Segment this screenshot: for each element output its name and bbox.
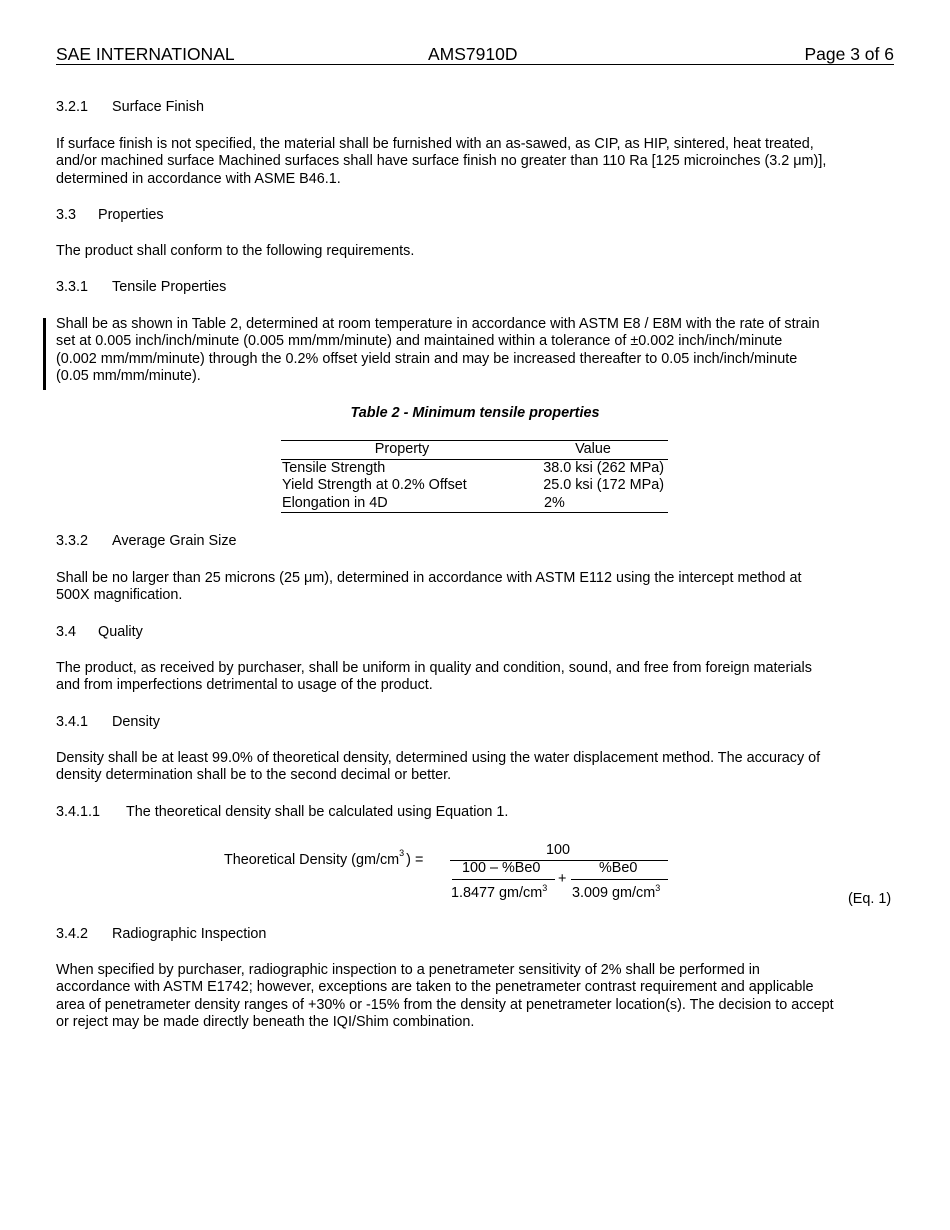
section-3-3-2-body xyxy=(56,570,894,605)
paragraph-line: area of penetrameter density ranges of +30% or -15% from the density at penetrameter location(s). The decision to accept xyxy=(56,996,834,1013)
paragraph-line: Shall be no larger than 25 microns (25 μm), determined in accordance with ASTM E112 using the intercept method at xyxy=(56,570,802,586)
equation-term1-exponent: 3 xyxy=(542,883,548,893)
section-title: Quality xyxy=(98,624,143,640)
equation-term2-numerator: %Be0 xyxy=(599,860,638,876)
section-3-3-2-heading xyxy=(56,533,237,550)
section-number: 3.3.2 xyxy=(56,533,89,549)
table-cell-property: Tensile Strength xyxy=(282,459,386,476)
table-cell-property: Elongation in 4D xyxy=(281,495,522,513)
section-3-3-1-heading xyxy=(56,279,226,296)
section-3-4-1-body xyxy=(56,750,894,785)
section-number: 3.4.1 xyxy=(56,714,89,730)
paragraph-line: The product, as received by purchaser, shall be uniform in quality and condition, sound, and free from foreign materials xyxy=(56,660,812,676)
paragraph-line: (0.002 mm/mm/minute) through the 0.2% offset yield strain and may be increased thereafter to 0.05 inch/inch/minute xyxy=(56,350,798,367)
equation-term2-fraction-bar xyxy=(571,879,668,880)
equation-term2-denominator xyxy=(572,883,660,901)
equation-plus-sign: + xyxy=(558,871,567,887)
section-3-3-1-body xyxy=(56,316,894,385)
paragraph-line: When specified by purchaser, radiographic inspection to a penetrameter sensitivity of 2% shall be performed in xyxy=(56,962,760,978)
section-3-4-1-heading xyxy=(56,714,160,731)
paragraph-line: (0.05 mm/mm/minute). xyxy=(56,367,201,384)
paragraph-line: determined in accordance with ASME B46.1. xyxy=(56,170,341,187)
equation-lhs xyxy=(224,850,423,868)
section-3-4-heading xyxy=(56,624,143,641)
equation-term1-fraction-bar xyxy=(452,879,555,880)
equation-lhs-exponent: 3 xyxy=(399,848,405,858)
header-rule xyxy=(56,64,894,65)
equation-lhs-tail: ) = xyxy=(406,851,424,868)
paragraph-line: Density shall be at least 99.0% of theoretical density, determined using the water displacement method. The accuracy of xyxy=(56,750,821,766)
section-3-2-1-heading xyxy=(56,99,204,116)
column-header-property: Property xyxy=(281,441,522,460)
section-title: Radiographic Inspection xyxy=(112,926,267,942)
table-cell-value: 25.0 ksi (172 MPa) xyxy=(543,477,664,494)
paragraph-line: density determination shall be to the second decimal or better. xyxy=(56,767,452,784)
tensile-properties-table xyxy=(281,440,668,513)
paragraph-line: If surface finish is not specified, the material shall be furnished with an as-sawed, as CIP, as HIP, sintered, heat treated, xyxy=(56,136,814,152)
section-number: 3.3.1 xyxy=(56,279,89,295)
equation-lhs-text: Theoretical Density (gm/cm xyxy=(224,851,400,868)
section-title: Surface Finish xyxy=(112,99,204,115)
header-doc-number: AMS7910D xyxy=(428,44,518,64)
table-row xyxy=(281,459,668,477)
equation-number: (Eq. 1) xyxy=(848,891,892,907)
paragraph-line: set at 0.005 inch/inch/minute (0.005 mm/mm/minute) and maintained within a tolerance of ±0.002 inch/inch/minute xyxy=(56,333,783,350)
equation-term1-denominator-text: 1.8477 gm/cm xyxy=(451,884,543,901)
header-page-number: Page 3 of 6 xyxy=(804,44,894,64)
header-org: SAE INTERNATIONAL xyxy=(56,44,235,64)
table-row xyxy=(281,495,668,513)
paragraph-line: and/or machined surface Machined surfaces shall have surface finish no greater than 110 Ra [125 microinches (3.2 μm)], xyxy=(56,153,827,170)
table-cell-value: 38.0 ksi (262 MPa) xyxy=(543,459,664,476)
table-cell-value: 2% xyxy=(522,495,668,513)
paragraph-line: Shall be as shown in Table 2, determined at room temperature in accordance with ASTM E8 / E8M with the rate of strain xyxy=(56,316,820,332)
section-3-4-body xyxy=(56,660,894,695)
section-number: 3.3 xyxy=(56,207,77,223)
section-number: 3.4 xyxy=(56,624,77,640)
equation-term1-numerator: 100 – %Be0 xyxy=(462,860,541,876)
table-header-row xyxy=(281,441,668,460)
section-3-3-body: The product shall conform to the following requirements. xyxy=(56,243,415,259)
section-3-4-2-heading xyxy=(56,926,266,943)
equation-term2-exponent: 3 xyxy=(655,883,661,893)
paragraph-line: 500X magnification. xyxy=(56,587,183,604)
equation-term1-denominator xyxy=(451,883,547,901)
section-title: Density xyxy=(112,714,160,730)
paragraph-line: accordance with ASTM E1742; however, exceptions are taken to the penetrameter contrast requirement and applicable xyxy=(56,979,814,996)
section-number: 3.4.1.1 xyxy=(56,804,101,820)
paragraph-line: or reject may be made directly beneath the IQI/Shim combination. xyxy=(56,1013,475,1030)
table-row xyxy=(281,477,668,495)
table-cell-property: Yield Strength at 0.2% Offset xyxy=(282,477,467,494)
section-title: Average Grain Size xyxy=(112,533,237,549)
table-caption: Table 2 - Minimum tensile properties xyxy=(350,405,600,421)
equation-numerator: 100 xyxy=(546,842,571,858)
section-3-3-heading xyxy=(56,207,164,224)
section-title: Tensile Properties xyxy=(112,279,227,295)
section-3-4-2-body xyxy=(56,962,894,1031)
section-number: 3.4.2 xyxy=(56,926,89,942)
equation-term2-denominator-text: 3.009 gm/cm xyxy=(572,884,656,901)
section-3-4-1-1-heading xyxy=(56,804,508,821)
section-3-2-1-body xyxy=(56,136,894,188)
paragraph-line: and from imperfections detrimental to usage of the product. xyxy=(56,677,433,694)
section-title: Properties xyxy=(98,207,164,223)
section-number: 3.2.1 xyxy=(56,99,89,115)
change-bar xyxy=(43,318,46,390)
section-title: The theoretical density shall be calculated using Equation 1. xyxy=(126,804,509,820)
column-header-value: Value xyxy=(522,441,668,460)
